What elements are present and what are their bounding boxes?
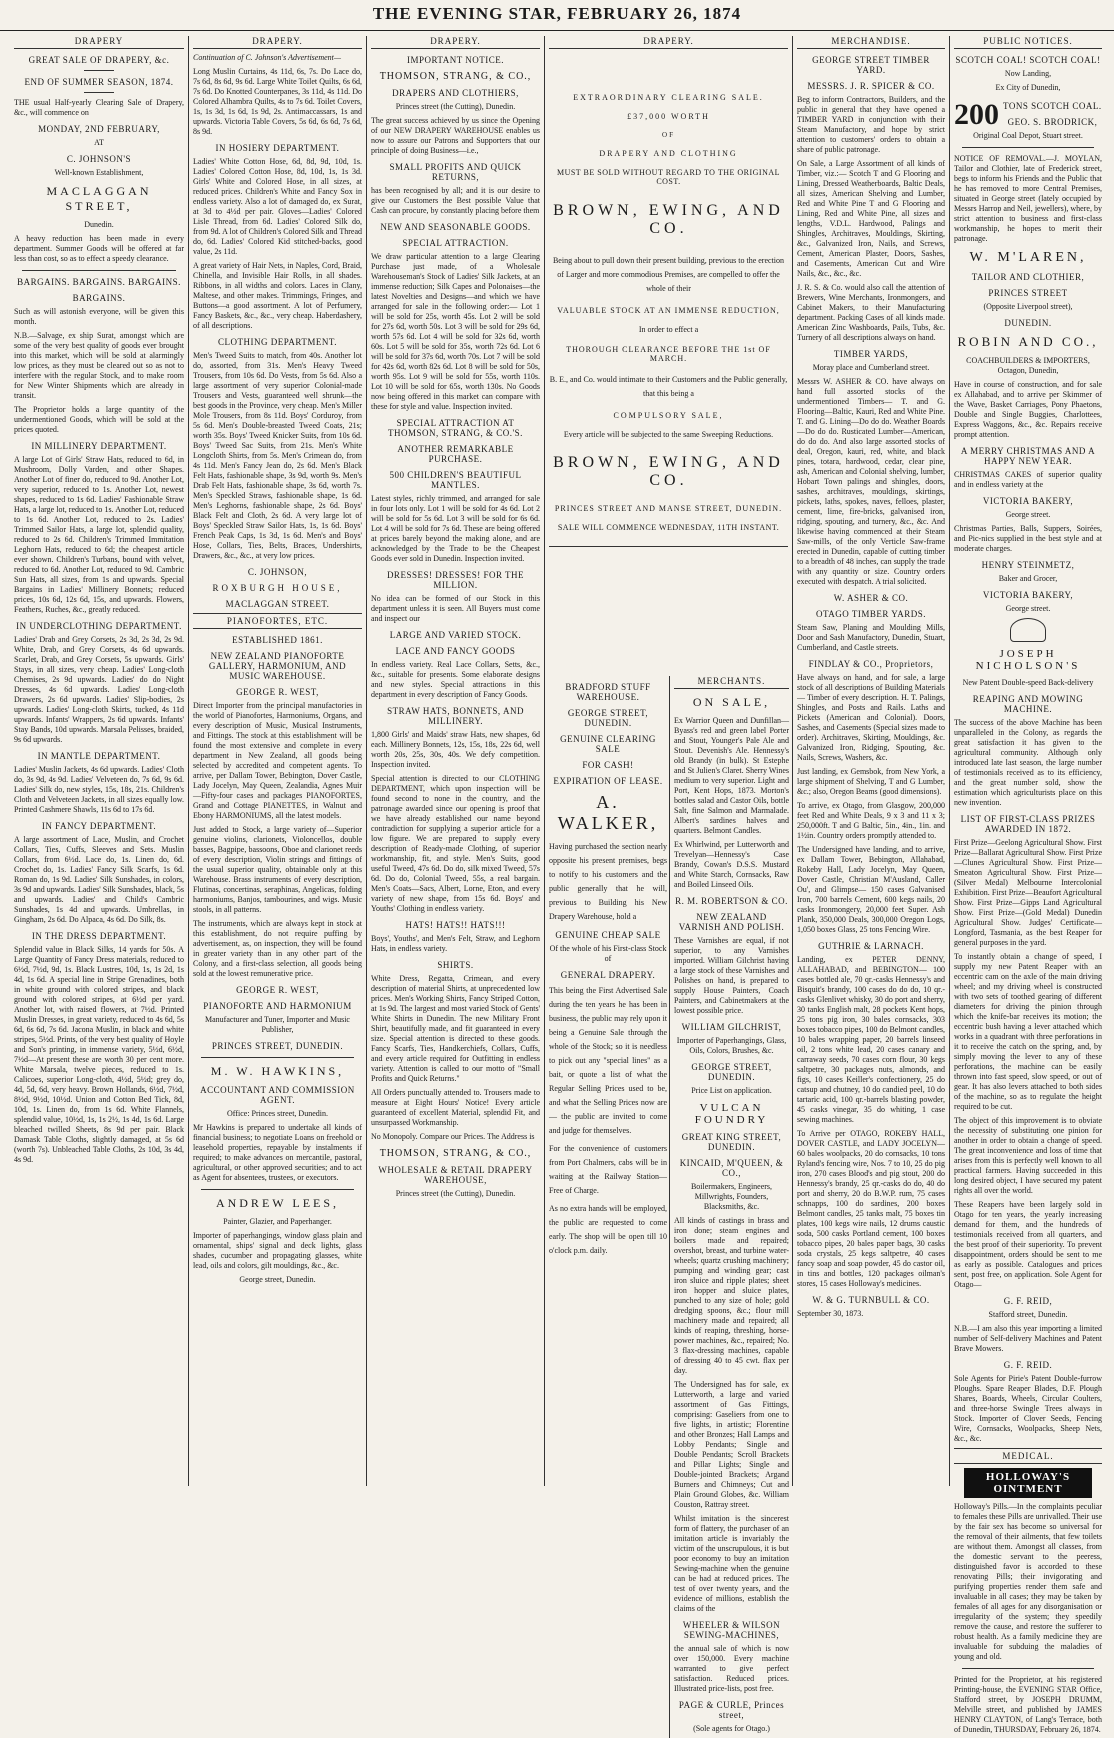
divider <box>962 1668 1094 1669</box>
ad-text: Ex Warrior Queen and Dunfillan—Byass's red and green label Porter and Stout, Younger's Pale Ale and Stout. Devenish's Ale. Hennessy's old Brandy (in bulk). St Estephe and St Julien's Claret. Sherry Wines medium to very superior. Light and Port, Kent Hops, 1873. Morton's bottles salad and Castor Oils, bottle Salt, fine Salmon and Marmalade. Albert's sardines halves and quarters. Belmont Candles. <box>674 716 789 835</box>
signature: (Sole agents for Otago.) <box>693 1724 770 1733</box>
ad-heading: SPECIAL ATTRACTION AT THOMSON, STRANG, & CO.'S. <box>388 418 523 438</box>
ad-text: Ex City of Dunedin, <box>995 83 1061 92</box>
newspaper-title: THE EVENING STAR, FEBRUARY 26, 1874 <box>372 4 742 23</box>
signature: WILLIAM GILCHRIST, <box>681 1022 782 1032</box>
ad-text: On Sale, a Large Assortment of all kinds of Timber, viz.:— Scotch T and G Flooring and Lining, Dressed Weatherboards, Baltic Deals, all sizes, American Shelving and Lumber, Red and White Pine T and G Flooring and Lining, Red and White Pine, all sizes and lengths, V.D.L. Hardwood, Palings and Shingles, Architraves, Mouldings, Skirting, &c., Galvanized Iron, Nails, and Screws, Cement, American Plaster, Doors, Sashes, and Casements, American Cut and Wire Nails, &c., &c., &c. <box>797 159 945 278</box>
firm-name: JOSEPH NICHOLSON'S <box>975 648 1081 672</box>
ad-heading: DRAPERY AND CLOTHING <box>599 149 738 158</box>
ad-text: Ex Whirlwind, per Lutterworth and Trevelyan—Hennessy's Case Brandy, Cowan's D.S.S. Mustard and White Starch, Cornsacks, Raw and Boiled Linseed Oils. <box>674 840 789 889</box>
ad-heading: A MERRY CHRISTMAS AND A HAPPY NEW YEAR. <box>960 446 1096 466</box>
ad-heading: ANOTHER REMARKABLE PURCHASE. <box>397 444 514 464</box>
ad-text: Painter, Glazier, and Paperhanger. <box>223 1217 332 1226</box>
ad-title: GREAT SALE OF DRAPERY, &c. <box>28 55 170 65</box>
page-columns <box>10 36 1106 1734</box>
ad-heading: NEW ZEALAND PIANOFORTE GALLERY, HARMONIUM, AND MUSIC WAREHOUSE. <box>208 651 347 681</box>
masthead <box>0 0 1114 31</box>
column-public-notices <box>949 36 1106 1734</box>
ad-text: B. E., and Co. would intimate to their Customers and the Public generally, that this being a <box>549 375 788 398</box>
ad-heading: ESTABLISHED 1861. <box>232 635 323 645</box>
ad-heading: £37,000 WORTH <box>627 112 710 121</box>
ad-heading: BARGAINS. BARGAINS. BARGAINS. <box>17 277 181 287</box>
column-heading: DRAPERY. <box>371 36 540 49</box>
section-heading: CLOTHING DEPARTMENT. <box>218 337 337 347</box>
ad-text: Boilermakers, Engineers, Millwrights, Founders, Blacksmiths, &c. <box>690 1182 773 1211</box>
ad-heading: KINCAID, M'QUEEN, & CO., <box>679 1158 784 1178</box>
ad-text: The instruments, which are always kept in stock at this establishment, do not require puffing by advertisement, as, on inspection, they will be found in greater variety than in any other part of the Colony, and a first-class selection, all goods being sold at the lowest remunerative price. <box>193 919 362 978</box>
signature: GEO. S. BRODRICK, <box>1007 117 1098 127</box>
ad-text: Messrs W. ASHER & CO. have always on hand full assorted stocks of the undermentioned Timbers— T. and G. Flooring—Baltic, Kauri, Red and White Pine. T. and G. Lining—Do do do. Weather Boards—Do do do. Rusticated Lumber—American, do do do. And also large assorted stocks of deal, Oregon, kauri, red, white, and black pines, totara, hardwood, cedar, clear pine, ash, American and Colonial shelving, lumber, Hobart Town palings and shingles, doors, sashes, architraves, mouldings, skirtings, pickets, laths, spokes, naves, felloes, plaster, cement, lime, fire-bricks, galvanised iron, ridging, spouting, and turnery, &c., &c. And likewise having commenced at their Steam Saw-mills, of the only Verticle Saw-frame erected in Dunedin, capable of cutting timber to a breadth of 48 inches, can supply the trade with any quantity or size. Country orders executed with despatch. A trial solicited. <box>797 377 945 586</box>
merchants-ads <box>669 676 789 1738</box>
ad-text: Such as will astonish everyone, will be given this month. <box>14 307 184 326</box>
ad-text: To arrive, ex Otago, from Glasgow, 200,000 feet Red and White Deals, 9 x 3 and 11 x 3; 250,000ft. T and G Baltic, 5in., 4in., 1in. and 1½in. Country orders promptly attended to. <box>797 801 945 840</box>
ad-text: No Monopoly. Compare our Prices. The Address is <box>371 1132 535 1141</box>
ad-heading: SHIRTS. <box>437 960 474 970</box>
column-heading: DRAPERY. <box>549 36 788 49</box>
ad-heading: ANDREW LEES, <box>215 1196 340 1210</box>
ad-text: All Orders punctually attended to. Trousers made to measure at Eight Hours' Notice! Every article guaranteed of excellent Material, splendid Fit, and unsurpassed Workmanship. <box>371 1088 540 1127</box>
signature: W. & G. TURNBULL & CO. <box>812 1295 930 1305</box>
ad-text: Latest styles, richly trimmed, and arranged for sale in four lots only. Lot 1 will be sold for 4s 6d. Lot 2 will be sold for 5s 6d. Lot 3 will be sold for 6s 6d. Lot 4 will be sold for 7s 6d. These are being offered at prices barely beyond the making alone, and are acknowledged by the Trade to be the Cheapest Goods ever sold in Dunedin. Inspection invited. <box>371 494 540 563</box>
ad-heading: 500 CHILDREN'S BEAUTIFUL MANTLES. <box>389 470 522 490</box>
ad-text: For the convenience of customers from Port Chalmers, cabs will be in waiting at the Railway Station—Free of Charge. <box>549 1144 667 1195</box>
ad-text: Christmas Parties, Balls, Suppers, Soirées, and Pic-nics supplied in the best style and at moderate charges. <box>954 524 1102 553</box>
divider <box>84 92 114 93</box>
divider <box>201 1057 354 1058</box>
divider <box>84 70 114 71</box>
ad-text: George street. <box>1005 604 1051 613</box>
ad-heading: DRESSES! DRESSES! FOR THE MILLION. <box>386 570 525 590</box>
ad-text: Holloway's Pills.—In the complaints peculiar to females these Pills are unrivalled. Their use by the fair sex has become so universal for the removal of their ailments, that few toilets are without them. Amongst all classes, from the domestic servant to the peeress, distinguished favor is accorded to these renovating Pills; their invigorating and purifying properties render them safe and invaluable in all cases; they may be taken by females of all ages for any disorganisation or irregularity of the system; they speedily remove the cause, and restore the sufferer to robust health. As a family medicine they are invaluable for subduing the maladies of young and old. <box>954 1502 1102 1661</box>
ad-heading: EXTRAORDINARY CLEARING SALE. <box>573 93 764 102</box>
signature: MACLAGGAN STREET. <box>225 599 330 609</box>
ad-text: Office: Princes street, Dunedin. <box>227 1109 328 1118</box>
ad-text: Whilst imitation is the sincerest form of flattery, the purchaser of an imitation article is invariably the victim of the unscrupulous, it is but poor economy to buy an imitation Sewing-machine when the genuine can be had at reduced prices. The test of over twenty years, and the evidence of millions, establish the claims of the <box>674 1514 789 1613</box>
ad-date: MONDAY, 2ND FEBRUARY, <box>38 124 160 134</box>
ad-text: The Undersigned have landing, and to arrive, ex Dallam Tower, Bebington, Allahabad, Rokeby Hall, Lady Jocelyn, May Queen, Dover Castle, Christian M'Ausland, Caller Ou', and Glimpse— 150 cases Galvanised Iron, 700 barrels Cement, 600 kegs nails, 20 casks Ironmongery, 20,000 feet Super. Ash Plank, 350,000 Deals, 300,000 Oregon Logs, 1,050 boxes Glass, 25 tons Fencing Wire. <box>797 845 945 934</box>
ad-text: Importer of Paperhangings, Glass, Oils, Colors, Brushes, &c. <box>676 1036 787 1055</box>
section-banner: PIANOFORTES, ETC. <box>193 613 362 629</box>
ad-text: Splendid value in Black Silks, 14 yards for 50s. A Large Quantity of Fancy Dress materials, reduced to 6½d, 7½d, 9d, 1s. Black Lustres, 10d, 1s, 1s 2d, 1s 4d, 1s 6d. A special line in Stripe Grenadines, both in white ground with colored stripes, and black ground with colored stripes, at 6½d per yard. Another lot, with raised flowers, at 7½d. Printed Muslin Dresses, in great variety, reduced to 4s 6d, 5s 6d, 6s 6d, 7s 6d. Jacona Muslin, in black and white stripes, 5½d. Prints, of the very best quality of Hoyle and Son's printing, in immense variety, 5½d, 6½d, 7½d—At present these are worth 30 per cent more. White Marsala, twelve pieces, reduced to 1s. Calicoes, superior Long-cloth, 4½d, 5½d; grey do, 4d, 5d, 6d, very heavy. Brown Hollands, 6½d, 7½d, 8½d, 9½d, 10½d. Union and Cotton Bed Tick, 8d, 10d, 1s. Linen do, from 1s 6d. White Flannels, splendid value, 10½d, 1s, 1s 2½, 1s 4d, 1s 6d. Large bleached twilled Sheets, 8s 9d per pair. Black Damask Table Cloths, slightly damaged, at 5s 6d (worth 7s). Unbleached Table Cloths, 2s 10d, 3s 4d, 4s 9d. <box>14 945 184 1164</box>
town-name: Dunedin. <box>84 220 114 229</box>
ad-text: In endless variety. Real Lace Collars, Setts, &c., &c., suitable for presents. Some elaborate designs and new styles. Special attractions in this department in every description of Fancy Goods. <box>371 660 540 699</box>
ad-text: Ladies' White Cotton Hose, 6d, 8d, 9d, 10d, 1s. Ladies' Colored Cotton Hose, 8d, 10d, 1s, 1s 3d. Girls' White and Colored Hose, in all sizes, at reduced prices. Children's White and Fancy Sox in endless variety. Also a lot of damaged do, ex Surat, at 3d to 4½d per pair. Gloves—Ladies' Colored Lisle Thread, from 6d. Ladies' Colored Silk do, from 9d. A lot of Children's Colored Silk and Thread do, 6d. Ladies' Colored Kid stitched-backs, good value, 2s 11d. <box>193 157 362 256</box>
ad-text: As no extra hands will be employed, the public are requested to come early. The shop will be open till 10 o'clock p.m. daily. <box>549 1204 667 1255</box>
ad-text: Being about to pull down their present building, previous to the erection of Larger and more commodious Premises, are compelled to offer the whole of their <box>552 256 785 293</box>
ad-text: The great success achieved by us since the Opening of our NEW DRAPERY WAREHOUSE enables us now to assure our Patrons and Supporters that our principle of doing Business—i.e., <box>371 116 540 155</box>
ad-text: Baker and Grocer, <box>998 574 1058 583</box>
firm-name: THOMSON, STRANG, & CO., <box>379 71 532 82</box>
ad-text: Stafford street, Dunedin. <box>988 1310 1068 1319</box>
ad-heading: GEORGE STREET TIMBER YARD. <box>812 55 930 75</box>
section-heading: IN MILLINERY DEPARTMENT. <box>31 441 167 451</box>
ad-text: Steam Saw, Planing and Moulding Mills, Door and Sash Manufactory, Dunedin, Stuart, Cumberland, and Castle streets. <box>797 623 945 652</box>
column-heading: MERCHANDISE. <box>797 36 945 49</box>
ad-text: Special attention is directed to our CLOTHING DEPARTMENT, which upon inspection will be found second to none in the country, and the patronage awarded since our opening is proof that we have already established our name beyond contradiction for supplying a superior article for a low figure. We are prepared to supply every description of Ready-made Clothing, of superior workmanship, fit, and style. Men's Suits, good useful Tweed, 47s 6d. Do do, silk mixed Tweed, 57s 6d. Do do, Colonial Tweed, 55s, a real bargain. Men's Coats—Sacs, Albert, Lorne, Eton, and every variety of new shape, from 15s 6d. Boys' and Youths' Clothing in endless variety. <box>371 774 540 913</box>
ad-text: Boys', Youths', and Men's Felt, Straw, and Leghorn Hats, in endless variety. <box>371 934 540 953</box>
ad-text: These Reapers have been largely sold in Otago for ten years, the yearly increasing demand for them, and the hundreds of testimonials received from all quarters, and the best proof of their superiority. To prevent disappointment, orders should be sent to me as early as possible. Catalogues and prices sent, post free, on application. Sole Agent for Otago— <box>954 1200 1102 1289</box>
ad-text: Price List on application. <box>691 1086 772 1095</box>
divider <box>22 270 176 271</box>
ad-heading: GREAT KING STREET, DUNEDIN. <box>681 1132 782 1152</box>
ad-text: Of the whole of his First-class Stock of <box>549 944 667 963</box>
ad-heading: GEORGE R. WEST, <box>236 687 319 697</box>
ad-heading: STRAW HATS, BONNETS, AND MILLINERY. <box>387 706 524 726</box>
signature: PAGE & CURLE, Princes street, <box>678 1700 785 1720</box>
ad-text: A great variety of Hair Nets, in Naples, Cord, Braid, Chinella, and Invisible Hair Rolls, in all shades. Ribbons, in all widths and colors. Laces in Clany, Maltese, and other makes. Trimmings, Fringes, and Buttons—a good assortment. A lot of Perfumery, Fancy Baskets, &c., &c., very cheap. Haberdashery, of all descriptions. <box>193 261 362 330</box>
column-heading: PUBLIC NOTICES. <box>954 36 1102 49</box>
ad-heading: ON SALE, <box>692 695 771 709</box>
ad-text: Landing, ex PETER DENNY, ALLAHABAD, and BEBINGTON— 100 cases bottled ale, 70 qr.-casks Hennessy's and Bisquit's brandy, 100 cases do do do, 10 qr.-casks Glenlivet whisky, 30 do port and sherry, 30 tanks English malt, 28 pockets Kent hops, 25 tons pig iron, 30 bales cornsacks, 303 boxes tobacco pipes, 100 do Belmont candles, 10 bales wrapping paper, 20 barrels linseed oil, 2 tons white lead, 20 cases canary and carraway seeds, 70 cases corn flour, 30 kegs saltpetre, 30 packages nuts, almonds, and figs, 10 cases Keiller's confectionery, 25 do catsup and chutney, 10 do candied peel, 10 do tartaric acid, 100 qr.-barrels blasting powder, 45 casks vinegar, 35 do whiting, 1 case sewing machines. <box>797 955 945 1124</box>
ad-text: Ladies' Muslin Jackets, 4s 6d upwards. Ladies' Cloth do, 3s 9d, 4s 9d. Ladies' Velveteen do, 7s 6d, 9s 6d. Ladies' Silk do, new styles, 15s, 18s, 21s. Children's Cloth and Velveteen Jackets, in all sizes equally low. Printed Cashmere Shawls, 11s 6d to 17s 6d. <box>14 765 184 814</box>
signature: FINDLAY & CO., Proprietors, <box>808 659 934 669</box>
ad-text: Direct Importer from the principal manufactories in the world of Pianofortes, Harmoniums, Organs, and every description of Music, Musical Instruments, and Fittings. The stock at this establishment will be found the most extensive and complete in every department in New Zealand, all goods being selected by accredited and competent agents. To arrive, per Dallam Tower, Bebington, Dover Castle, Lady Jocelyn, May Queen, Zealandia, Agnes Muir—Fifty-four cases and packages PIANOFORTES, Grand and Cottage PIANETTES, in Walnut and Ebony HARMONIUMS, all the latest models. <box>193 701 362 820</box>
column-heading: DRAPERY. <box>193 36 362 49</box>
ad-text: Just landing, ex Gemsbok, from New York, a large shipment of Shelving, T and G Lumber, &c.; also, Oregon Beams (good dimensions). <box>797 767 945 796</box>
coal-quantity: 200 <box>954 98 999 131</box>
firm-name: A. WALKER, <box>557 792 659 833</box>
holloway-banner: HOLLOWAY'S OINTMENT <box>964 1468 1092 1498</box>
ad-heading: LIST OF FIRST-CLASS PRIZES AWARDED IN 1872. <box>960 814 1096 834</box>
ad-text: New Patent Double-speed Back-delivery <box>962 678 1094 687</box>
ad-text: In order to effect a <box>638 325 699 334</box>
section-heading: IN MANTLE DEPARTMENT. <box>37 751 161 761</box>
ad-heading: BARGAINS. <box>72 293 126 303</box>
ad-heading: ACCOUNTANT AND COMMISSION AGENT. <box>200 1085 355 1105</box>
ad-heading: DUNEDIN. <box>1004 318 1052 328</box>
column-drapery-johnson <box>10 36 188 1486</box>
ad-text: Have always on hand, and for sale, a large stock of all descriptions of Building Materials— Timber of every description. H. T. Palings, Shingles, and Posts and Rails. Laths and Pickets (American and Colonial). Doors, Sashes, and Casements (Special sizes made to order). Architraves, Skirting, Mouldings, &c. Galvanized Iron, Ridging, Spouting, &c. Nails, Screws, Washers, &c. <box>797 673 945 762</box>
ad-heading: NEW ZEALAND VARNISH AND POLISH. <box>678 912 785 932</box>
ad-text: 1,800 Girls' and Maids' straw Hats, new shapes, 6d each. Millinery Bonnets, 12s, 15s, 18s, 22s 6d, well worth 20s, 25s, 30s, 40s. We defy competition. Inspection invited. <box>371 730 540 769</box>
ad-text: Ladies' Drab and Grey Corsets, 2s 3d, 2s 3d, 2s 9d. White, Drab, and Grey Corsets, 4s 6d upwards. Scarlet, Drab, and Grey Corsets, 5s upwards. Girls' Stays, in all sizes, very cheap. Ladies' Long-cloth Chemises, 2s 9d upwards. Ladies' do do Night Dresses, 4s 6d upwards. Ladies' Long-cloth Drawers, 2s 6d upwards. Ladies' Slip-bodies, 2s upwards. Ladies' Long-cloth Skirts, tucked, 4s 11d upwards. Infants' Wrappers, 2s 6d upwards. Infants' Stay Bands, 10d upwards. Marsala Pelisses, braided, 9s 6d upwards. <box>14 635 184 744</box>
ad-heading: VICTORIA BAKERY, <box>982 496 1074 506</box>
ad-text: Mr Hawkins is prepared to undertake all kinds of financial business; to negotiate Loans on freehold or leasehold properties, repayable by instalments if required; to make advances on mercantile, pastoral, agricultural, or other approved securities; and to act as Agent for absentees, trustees, or executors. <box>193 1123 362 1182</box>
signature: G. F. REID. <box>1003 1360 1053 1370</box>
section-heading: IN UNDERCLOTHING DEPARTMENT. <box>16 621 182 631</box>
signature: GUTHRIE & LARNACH. <box>818 941 924 951</box>
firm-address: PRINCES STREET AND MANSE STREET, DUNEDIN. <box>554 504 783 513</box>
ad-text: Sole Agents for Pirie's Patent Double-furrow Ploughs. Spare Reaper Blades, D.F. Plough Shares, Boards, Wheels, Circular Coulters, and three-horse Swingle Trees always in Stock. Importer of Clover Seeds, Fencing Wire, Cornsacks, Woolpacks, Sheep Nets, &c., &c. <box>954 1374 1102 1443</box>
printer-imprint: Printed for the Proprietor, at his registered Printing-house, the EVENING STAR Office, Stafford street, by JOSEPH DRUMM, Melville street, and published by JAMES HENRY CLAYTON, of Lang's Terrace, both of Dunedin, THURSDAY, February 26, 1874. <box>954 1675 1102 1734</box>
ad-text: The Undersigned has for sale, ex Lutterworth, a large and varied assortment of Gas Fittings, comprising: Gaseliers from one to five lights, in artistic; Florentine and other Bronzes; Hall Lamps and Lobby Pendants; Single and Double Pendants; Scroll Brackets and Pillar Lights; Single and Double-jointed Brackets; Argand Burners and Chimneys; Cut and Plain Ground Globes, &c. William Couston, Rattray street. <box>674 1380 789 1509</box>
ad-text: These Varnishes are equal, if not superior, to any Varnishes imported. William Gilchrist having a large stock of these Varnishes and Polishes on hand, is prepared to supply House Painters, Coach Painters, and Cabinetmakers at the lowest possible price. <box>674 936 789 1015</box>
ad-text: The object of this improvement is to obviate the necessity of substituting one pinion for another in order to obtain a change of speed. The great inconvenience and loss of time that arises from this is perfectly well known to all practical farmers. Having succeeded in this long desired object, I have secured my patent rights all over the world. <box>954 1116 1102 1195</box>
ad-text: A heavy reduction has been made in every department. Summer Goods will be offered at far less than cost, so as to effect a speedy clearance. <box>14 234 184 263</box>
ad-heading: BRADFORD STUFF WAREHOUSE. <box>565 682 651 702</box>
ad-text: White Dress, Regatta, Crimean, and every description of material Shirts, at unprecedented low prices. Men's Working Shirts, Fancy Striped Cotton, at 1s 9d. The largest and most varied Stock of Gents' White Shirts in Dunedin. The new Military Front Shirt, beautifully made, and fit guaranteed in every size. Special attention is directed to these goods. Fancy Scarfs, Ties, Handkerchiefs, Collars, Cuffs, and every article required for Outfitting in endless variety. Attention is called to our motto of "Small Profits and Quick Returns." <box>371 974 540 1083</box>
ad-text: Now Landing, <box>1004 69 1052 78</box>
shop-name: C. JOHNSON'S <box>66 154 132 164</box>
ad-text: All kinds of castings in brass and iron done; steam engines and boilers made and repaired; overshot, breast, and turbine water-wheels; quartz crushing machinery; pumping and winding gear; cast iron sluice and ripple plates; sheet iron hopper and sluice plates, punched to any size of hole; gold dredging spoons, &c.; flour mill machinery made and repaired; all kinds of reaping, threshing, horse-power machines, &c., repaired; No. 3 flax-dressing machines, capable of dressing 40 to 45 cwt. flax per day. <box>674 1216 789 1375</box>
ad-text: CHRISTMAS CAKES of superior quality and in endless variety at the <box>954 470 1102 489</box>
divider <box>962 147 1094 148</box>
ad-heading: REAPING AND MOWING MACHINE. <box>972 694 1084 714</box>
ad-text: Princes street (the Cutting), Dunedin. <box>395 102 516 111</box>
ad-text: George street, Dunedin. <box>239 1275 316 1284</box>
ad-heading: DRAPERS AND CLOTHIERS, <box>392 88 519 98</box>
ad-heading: GENUINE CLEARING SALE <box>560 734 656 754</box>
ad-text: A large assortment of Lace, Muslin, and Crochet Collars, Ties, Cuffs, Sleeves and Sets. Muslin Collars, from 6½d. Lace do, 1s. Linen do, 6d. Crochet do, 1s. Ladies' Fancy Silk Scarfs, 1s 6d. Roman do, 1s 9d. Ladies' Silk Sunshades, in colors, 3s 9d and upwards. Ladies' Silk Sunshades, black, 5s and upwards. Ladies' and Child's Cambric Sunshades, 1s 4d and upwards. Umbrellas, in Gingham, 2s 6d. Do Alpaca, 4s 6d. Do Silk, 8s. <box>14 835 184 924</box>
ad-heading: SPECIAL ATTRACTION. <box>402 238 509 248</box>
ad-text: has been recognised by all; and it is our desire to give our Customers the Best possible Value that Cash can procure, by constantly placing before them <box>371 186 540 215</box>
ad-text: THE usual Half-yearly Clearing Sale of Drapery, &c., will commence on <box>14 98 184 117</box>
ad-heading: MUST BE SOLD WITHOUT REGARD TO THE ORIGINAL COST. <box>556 168 781 186</box>
section-banner: MEDICAL. <box>954 1448 1102 1464</box>
firm-name: BROWN, EWING, AND CO. <box>553 202 784 237</box>
ad-text: George street. <box>1005 510 1051 519</box>
column-heading: MERCHANTS. <box>674 676 789 689</box>
divider <box>201 1189 354 1190</box>
ad-text: We draw particular attention to a large Clearing Purchase just made, of a Wholesale Warehouseman's Stock of Ladies' Silk Jackets, at an immense reduction; Silk Capes and Polonaises—the latest Novelties and Designs—and which we have arranged for sale in the following order:— Lot 1 will be sold for 25s, worth 45s. Lot 2 will be sold for 27s 6d, worth 50s. Lot 3 will be sold for 29s 6d, worth 57s 6d. Lot 4 will be sold for 32s 6d, worth 60s. Lot 5 will be sold for 35s, worth 72s 6d. Lot 6 will be sold for 37s 6d, worth 70s. Lot 7 will be sold for 42s 6d, worth 82s 6d. Lot 8 will be sold for 50s, worth 95s. Lot 9 will be sold for 55s, worth 110s. Lot 10 will be sold for 65s, worth 130s. No Goods now being offered in this market can compare with these for style and value. Inspection invited. <box>371 252 540 411</box>
ad-text: Every article will be subjected to the same Sweeping Reductions. <box>563 430 774 439</box>
ad-heading: EXPIRATION OF LEASE. <box>553 776 663 786</box>
signature: G. F. REID, <box>1003 1296 1053 1306</box>
ad-text: To Arrive per OTAGO, ROKEBY HALL, DOVER CASTLE, and LADY JOCELYN— 60 bales woolpacks, 20 do cornsacks, 10 tons Ryland's fencing wire, Nos. 7 to 10, 25 do pig iron, 270 cases Blood's and pig stout, 200 do Hennessy's brandy, 25 qr.-casks do do, 40 do port and sherry, 20 do B.W.P. rum, 75 cases schnapps, 100 do sardines, 200 boxes Belmont candles, 25 tanks malt, 75 boxes tin plates, 100 kegs wire nails, 12 drums caustic soda, 500 casks Portland cement, 100 boxes tobacco pipes, 20 bales paper bags, 30 casks soda crystals, 25 kegs saltpetre, 40 cases fancy soap and soap powder, 45 do castor oil, in tins and bottles, 120 packages oilman's stores, 15 cases Holloway's medicines. <box>797 1129 945 1288</box>
firm-name: THOMSON, STRANG, & CO., <box>379 1148 532 1159</box>
ad-text: Have in course of construction, and for sale ex Allahabad, and to arrive per Skimmer of the Wave, Basket Carriages, Pony Phaetons, Double and Single Buggies, Charlottees, Express Waggons, &c., &c. Repairs receive prompt attention. <box>954 380 1102 439</box>
ad-text: This being the First Advertised Sale during the ten years he has been in business, the public may rely upon it being a Genuine Sale through the whole of the Stock; so it is needless to pick out any "special lines" as a bait, or quote a list of what the Regular Selling Prices used to be, and what the Selling Prices now are — the public are invited to come and judge for themselves. <box>549 986 667 1135</box>
ad-heading: TIMBER YARDS, <box>833 349 909 359</box>
ad-heading: GEORGE STREET, DUNEDIN. <box>567 708 649 728</box>
ad-heading: GEORGE STREET, DUNEDIN. <box>691 1062 772 1082</box>
signature: C. JOHNSON, <box>247 567 308 577</box>
ad-heading: GENERAL DRAPERY. <box>560 970 656 980</box>
divider <box>549 546 788 547</box>
ad-text: J. R. S. & Co. would also call the attention of Brewers, Wine Merchants, Ironmongers, and Cabinet Makers, to their Manufacturing department. Packing Cases of all kinds made. American Zinc Washboards, Pails, Tubs, &c. Turnery of all descriptions always on hand. <box>797 283 945 342</box>
ad-heading: LACE AND FANCY GOODS <box>395 646 516 656</box>
signature: PRINCES STREET, DUNEDIN. <box>211 1041 344 1051</box>
ad-text: the annual sale of which is now over 150,000. Every machine warranted to give perfect satisfaction. Reduced prices. Illustrated price-lists, post free. <box>674 1644 789 1693</box>
ad-text: Original Coal Depot, Stuart street. <box>973 131 1083 140</box>
royal-crest-icon <box>1010 618 1046 642</box>
ad-heading: FOR CASH! <box>582 760 634 770</box>
ad-text: Well-known Establishment, <box>54 168 144 177</box>
ad-text: Moray place and Cumberland street. <box>812 363 930 372</box>
signature: HENRY STEINMETZ, <box>981 560 1075 570</box>
ad-heading: VALUABLE STOCK AT AN IMMENSE REDUCTION, <box>557 306 780 315</box>
ad-text: AT <box>94 138 104 147</box>
ad-text: Princes street (the Cutting), Dunedin. <box>395 1189 516 1198</box>
ad-text: The success of the above Machine has been unparalleled in the Colony, as regards the great satisfaction it has given to the agricultural community. Although only introduced late last season, the large number of testimonials received as to its efficiency, and the great number sold, show the estimation which agriculturists place on this new invention. <box>954 718 1102 807</box>
ad-text: A large Lot of Girls' Straw Hats, reduced to 6d, in Mushroom, Dolly Varden, and other Shapes. Another Lot of finer do, reduced to 9d. Another Lot, very superior, reduced to 1s. Another Lot, newest shapes, reduced to 1s 6d. Ladies' Fashionable Straw Hats, a large lot, reduced to 1s. Another Lot, reduced to 1s 6d. Another Lot, reduced to 2s. Ladies' Trimmed Sailor Hats, a large lot, splendid quality, reduced to 2s 6d. Children's Trimmed Immitation Leghorn Hats, reduced to 6d; the cheapest article ever shown. Children's Turbans, bound with velvet, reduced to 6d. Another Lot, reduced to 9d. Cambric Sun Hats, all sizes, from 1s and upwards. Special Bargains in Ladies' Millinery Bonnets; reduced prices, 10s 6d, 12s 6d, 15s, and upwards. Flowers, Feathers, Ruches, &c., greatly reduced. <box>14 455 184 614</box>
ad-text: First Prize—Geelong Agricultural Show. First Prize—Ballarat Agricultural Show. First Prize—Clunes Agricultural Show. First Prize—Smeaton Agricultural Show. First Prize—(Silver Medal) Melbourne Intercolonial Exhibition. First Prize—Beaufort Agricultural Show. First Prize—Gipps Land Agricultural Show. First Prize—(Gold Medal) Dunedin Agricultural Show. Judges' Certificate—Longford, Tasmania, as the best Reaper for general purposes in the yard. <box>954 838 1102 947</box>
ad-text: N.B.—I am also this year importing a limited number of Self-delivery Machines and Patent Brave Mowers. <box>954 1324 1102 1353</box>
ad-text: NOTICE OF REMOVAL.—J. MOYLAN, Tailor and Clothier, late of Frederick street, begs to inform his Friends and the Public that he has removed to more Central Premises, situated in George street (lately occupied by Messrs Harrop and Neil, jewellers), where, by strict attention to business and first-class workmanship, he hopes to merit their patronage. <box>954 154 1102 243</box>
ad-subtitle: END OF SUMMER SEASON, 1874. <box>24 77 174 87</box>
ad-heading: NEW AND SEASONABLE GOODS. <box>380 222 531 232</box>
ad-text: OF <box>662 131 675 139</box>
firm-name: ROBIN AND CO., <box>957 334 1099 349</box>
ad-heading: WHEELER & WILSON SEWING-MACHINES, <box>682 1620 781 1640</box>
ad-heading: COMPULSORY SALE, <box>613 411 724 420</box>
ad-text: Men's Tweed Suits to match, from 40s. Another lot do, assorted, from 31s. Men's Heavy Tweed Trousers, from 10s 6d. Do Vests, from 5s 6d. Also a large assortment of very superior Colonial-made Trousers and Vests, guaranteed well shrunk—the best goods in the Province, very cheap. Men's Miller Mole Trousers, from 8s 11d. Boys' Corduroy, from 5s 6d. Men's Double-breasted Tweed Coats, 21s; worth 35s. Boys' Tweed Knicker Suits, from 10s 6d. Boys' Tweed Sac Suits, from 21s. Men's White Longcloth Shirts, from 5s. Men's Crimean do, from 4s 11d. Men's Fancy Jean do, 2s 6d. Men's Black Felt Hats, fashionable shape, 3s 9d, worth 9s. Men's Drab Felt Hats, fashionable shape, 3s 6d, worth 7s. Men's Speckled Straws, fashionable shape, 1s 6d. Men's Leghorns, fashionable shape, 2s 6d. Boys' Black Felt and Cloth, 2s 6d. A very large lot of Boys' Speckled Straw Sailor Hats, 1s, 1s 6d. Boys' French Peak Caps, 1s 3d, 1s 6d. Men's and Boys' Hose, Collars, Ties, Belts, Braces, Undershirts, Drawers, &c., &c., at very low prices. <box>193 351 362 560</box>
ad-heading: IMPORTANT NOTICE. <box>406 55 505 65</box>
ad-heading: SCOTCH COAL! SCOTCH COAL! <box>955 55 1101 65</box>
ad-text: Importer of paperhangings, window glass plain and ornamental, ships' signal and deck lights, glass shades, cucumber and propagating glasses, white lead, oils and colors, gilt mouldings, &c., &c. <box>193 1231 362 1270</box>
ad-heading: VULCAN FOUNDRY <box>694 1102 769 1126</box>
section-heading: IN THE DRESS DEPARTMENT. <box>31 931 167 941</box>
signature: ROXBURGH HOUSE, <box>212 583 343 593</box>
ad-text: (Opposite Liverpool street), <box>983 302 1073 311</box>
ad-text: To instantly obtain a change of speed, I supply my new Patent Reaper with an eccentric cam on the axle of the main driving wheel; and my driving wheel is constructed with two sets of toothed gearing of different diameters for driving the pinion through which the knife-bar receives its motion; the eccentric bush having a lever attached which works in a quadrant with three perforations in it to receive the catch on the spring, and, by simply moving the lever to any of these perforations, the machine can be easily thrown into fast speed, slow speed, or out of gear. It has also levers attached to both sides of the machine, so as to regulate the height required to be cut. <box>954 952 1102 1111</box>
ad-heading: WHOLESALE & RETAIL DRAPERY WAREHOUSE, <box>378 1165 533 1185</box>
column-merchandise <box>792 36 949 1486</box>
ad-text: The Proprietor holds a large quantity of the undermentioned Goods, which will be sold at the prices quoted. <box>14 405 184 434</box>
ad-heading: HATS! HATS!! HATS!!! <box>405 920 506 930</box>
ad-heading: GENUINE CHEAP SALE <box>555 930 661 940</box>
ad-heading: SALE WILL COMMENCE WEDNESDAY, 11TH INSTANT. <box>557 523 780 532</box>
signature: R. M. ROBERTSON & CO. <box>675 896 788 906</box>
ad-heading: SMALL PROFITS AND QUICK RETURNS, <box>389 162 522 182</box>
ad-heading: PRINCES STREET <box>988 288 1068 298</box>
ad-date: September 30, 1873. <box>797 1309 864 1318</box>
ad-heading: VICTORIA BAKERY, <box>982 590 1074 600</box>
ad-text: Beg to inform Contractors, Builders, and the public in general that they have opened a TIMBER YARD in conjunction with their Steam Manufactory, and hope by strict attention to customers' orders to obtain a share of public patronage. <box>797 95 945 154</box>
ad-heading: TONS SCOTCH COAL. <box>1003 101 1102 111</box>
firm-name: BROWN, EWING, AND CO. <box>553 454 784 489</box>
ad-text: No idea can be formed of our Stock in this department unless it is seen. All Buyers must come and inspect our <box>371 594 540 623</box>
street-name: MACLAGGAN STREET, <box>46 184 152 213</box>
section-heading: IN HOSIERY DEPARTMENT. <box>215 143 340 153</box>
signature: PIANOFORTE AND HARMONIUM <box>203 1001 352 1011</box>
ad-heading: THOROUGH CLEARANCE BEFORE THE 1st OF MARCH. <box>566 345 771 363</box>
ad-heading: LARGE AND VARIED STOCK. <box>389 630 522 640</box>
ad-heading: TAILOR AND CLOTHIER, <box>971 272 1085 282</box>
column-brown-ewing <box>544 36 792 1733</box>
column-thomson-strang <box>366 36 544 1486</box>
ad-heading: OTAGO TIMBER YARDS. <box>815 609 927 619</box>
ad-text: N.B.—Salvage, ex ship Surat, amongst which are some of the very best quality of goods ever brought into this market, which will be sold at alarmingly low prices, as they must be cleared out so as not to interfere with the regular Stock, and to make room for New Winter Shipments which are already in transit. <box>14 331 184 400</box>
signature: Manufacturer and Tuner, Importer and Music Publisher, <box>205 1015 350 1034</box>
section-heading: IN FANCY DEPARTMENT. <box>41 821 157 831</box>
continuation-note: Continuation of C. Johnson's Advertisement— <box>193 53 342 62</box>
ad-heading: M. W. HAWKINS, <box>210 1064 345 1078</box>
walker-ad <box>549 676 667 1262</box>
ad-text: COACHBUILDERS & IMPORTERS, Octagon, Dunedin, <box>966 356 1090 375</box>
signature: W. ASHER & CO. <box>833 593 909 603</box>
firm-name: W. M'LAREN, <box>969 250 1087 265</box>
column-heading: DRAPERY <box>14 36 184 49</box>
ad-text: Just added to Stock, a large variety of—Superior genuine violins, clarionets, Violoncellos, double basses, Bagpipe, bassoons, Oboe and clarionet reeds of every description, Violin strings and fittings of the usual superior quality, obtainable only at this Warehouse. Brass instruments of every description, Flutinas, concertinas, seraphinas, Angelicas, folding harmoniums, Banjos, tambourines, and wigs. Music stools, in all patterns. <box>193 825 362 914</box>
signature: GEORGE R. WEST, <box>236 985 319 995</box>
ad-heading: MESSRS. J. R. SPICER & CO. <box>807 81 935 91</box>
ad-text: Having purchased the section nearly opposite his present premises, begs to notify to his customers and the public generally that he will, previous to Building his New Drapery Warehouse, hold a <box>549 842 667 921</box>
ad-text: Long Muslin Curtains, 4s 11d, 6s, 7s. Do Lace do, 7s 6d, 8s 6d, 9s 6d. Large White Toilet Quilts, 6s 6d, 7s 6d. Do Knotted Counterpanes, 3s 11d, 4s 11d. Do Colored Alhambra Quilts, 4s to 7s 6d. Toilet Covers, 1s, 1s 3d, 1s 6d, 1s 9d, 2s. Antimaccassars, 1s and upwards. Victoria Table Covers, 5s 6d, 6s 6d, 7s 6d, 8s 9d. <box>193 67 362 136</box>
column-drapery-continued <box>188 36 366 1486</box>
